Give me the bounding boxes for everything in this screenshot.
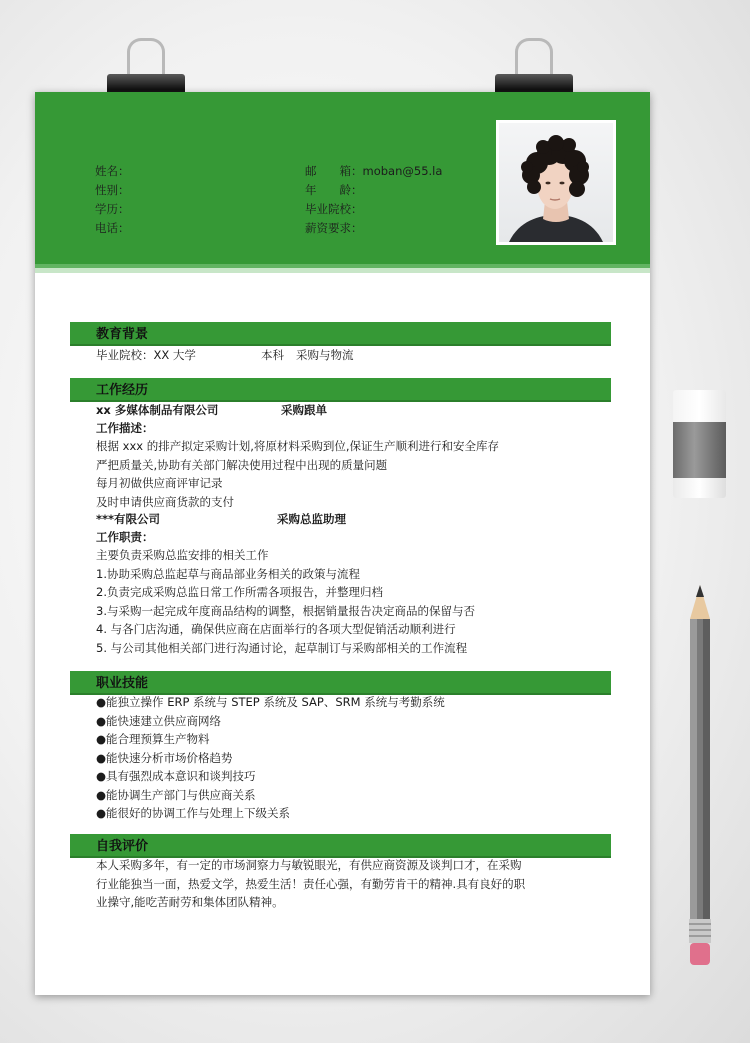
list-item: 根据 xxx 的排产拟定采购计划,将原材料采购到位,保证生产顺利进行和安全库存 bbox=[96, 439, 500, 453]
self-eval-line: 本人采购多年，有一定的市场洞察力与敏锐眼光，有供应商资源及谈判口才，在采购 bbox=[96, 858, 522, 872]
photo-frame bbox=[496, 120, 616, 245]
list-item: 4. 与各门店沟通，确保供应商在店面举行的各项大型促销活动顺利进行 bbox=[96, 622, 456, 636]
job2-company: ***有限公司 bbox=[96, 512, 161, 526]
education-major: 采购与物流 bbox=[296, 348, 354, 362]
header-right-info bbox=[305, 162, 442, 238]
eraser-bottom bbox=[673, 478, 726, 498]
education-degree: 本科 bbox=[261, 348, 284, 362]
eraser bbox=[673, 390, 726, 498]
education-field: 学历： bbox=[95, 202, 130, 216]
list-item: ●能很好的协调工作与处理上下级关系 bbox=[96, 806, 291, 820]
list-item: 及时申请供应商货款的支付 bbox=[96, 494, 234, 509]
list-item: ●能快速分析市场价格趋势 bbox=[96, 750, 233, 765]
self-eval-text bbox=[96, 856, 525, 912]
list-item: ●能合理预算生产物料 bbox=[96, 732, 210, 746]
list-item: 5. 与公司其他相关部门进行沟通讨论，起草制订与采购部相关的工作流程 bbox=[96, 640, 468, 655]
eraser-top bbox=[673, 390, 726, 422]
age-field: 年 龄： bbox=[305, 183, 363, 197]
list-item: 严把质量关,协助有关部门解决使用过程中出现的质量问题 bbox=[96, 457, 388, 472]
section-skills-title: 职业技能 bbox=[70, 671, 611, 695]
list-item: 每月初做供应商评审记录 bbox=[96, 476, 223, 490]
header-band bbox=[35, 92, 650, 264]
header-stripe-light bbox=[35, 268, 650, 273]
gender-field: 性别： bbox=[95, 183, 130, 197]
job1-position: 采购跟单 bbox=[281, 403, 327, 417]
job2-desc-label: 工作职责： bbox=[96, 530, 154, 544]
self-eval-line: 行业能独当一面，热爱文学，热爱生活！责任心强，有勤劳肯干的精神.具有良好的职 bbox=[96, 876, 526, 891]
list-item: ●能快速建立供应商网络 bbox=[96, 713, 222, 728]
header-left-info bbox=[95, 162, 130, 238]
education-school: 毕业院校：XX 大学 bbox=[96, 348, 196, 362]
profile-photo-illustration bbox=[499, 123, 613, 242]
resume-paper bbox=[35, 92, 650, 995]
list-item: ●具有强烈成本意识和谈判技巧 bbox=[96, 769, 256, 783]
pencil bbox=[684, 585, 716, 970]
section-self-eval-title: 自我评价 bbox=[70, 834, 611, 858]
name-field: 姓名： bbox=[95, 164, 130, 178]
job2-position: 采购总监助理 bbox=[277, 512, 346, 526]
job1-company: xx 多媒体制品有限公司 bbox=[96, 403, 219, 417]
self-eval-line: 业操守,能吃苦耐劳和集体团队精神。 bbox=[96, 895, 284, 909]
school-field: 毕业院校： bbox=[305, 202, 363, 216]
list-item: 主要负责采购总监安排的相关工作 bbox=[96, 548, 269, 562]
phone-field: 电话： bbox=[95, 221, 130, 235]
eraser-sleeve bbox=[673, 422, 726, 478]
profile-photo bbox=[499, 123, 613, 242]
section-work-title: 工作经历 bbox=[70, 378, 611, 402]
salary-field: 薪资要求： bbox=[305, 221, 363, 235]
job1-desc-label: 工作描述： bbox=[96, 421, 154, 435]
list-item: 2.负责完成采购总监日常工作所需各项报告，并整理归档 bbox=[96, 585, 383, 599]
list-item: ●能独立操作 ERP 系统与 STEP 系统及 SAP、SRM 系统与考勤系统 bbox=[96, 695, 445, 709]
section-education-title: 教育背景 bbox=[70, 322, 611, 346]
list-item: 1.协助采购总监起草与商品部业务相关的政策与流程 bbox=[96, 566, 360, 581]
job2-desc-list bbox=[96, 546, 475, 657]
email-field: 邮 箱：moban@55.la bbox=[305, 164, 443, 178]
list-item: ●能协调生产部门与供应商关系 bbox=[96, 787, 256, 802]
skills-list bbox=[96, 693, 445, 823]
job1-desc-list bbox=[96, 437, 499, 511]
list-item: 3.与采购一起完成年度商品结构的调整，根据销量报告决定商品的保留与否 bbox=[96, 603, 475, 618]
